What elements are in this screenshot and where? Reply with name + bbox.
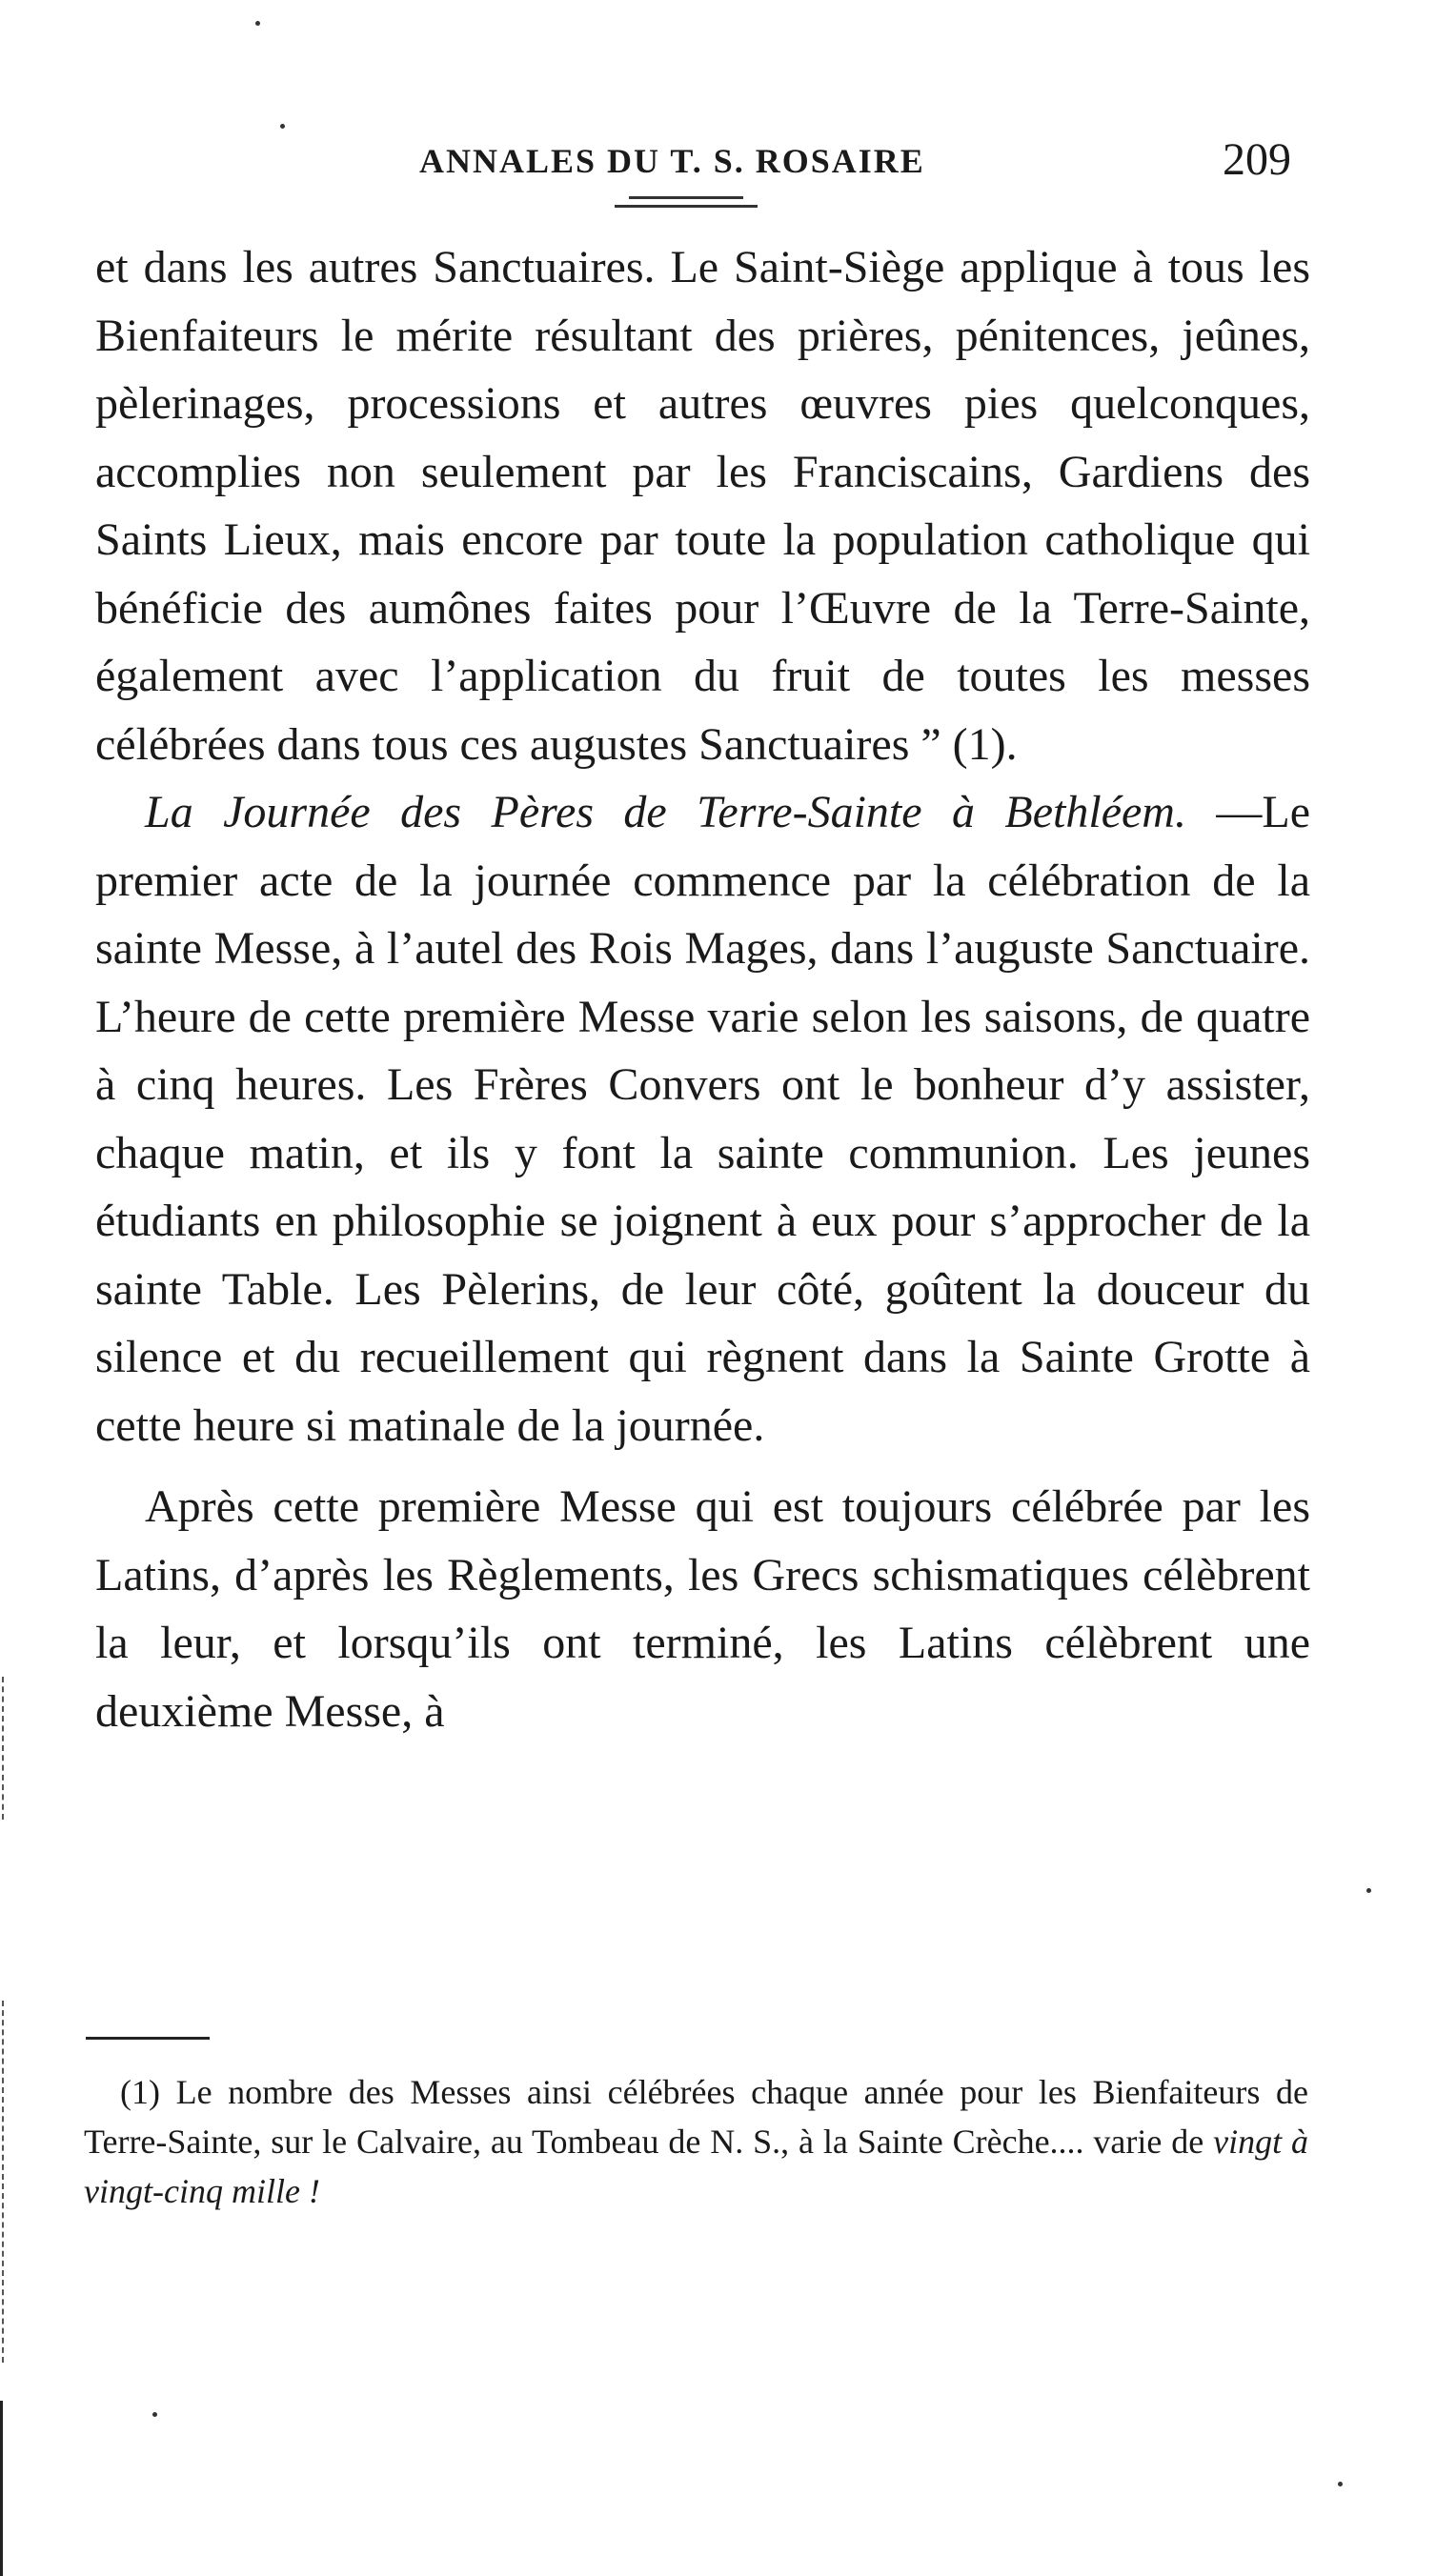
paragraph-3: Après cette première Messe qui est toujours célébrée par les Latins, d’après les Règlements, les Grecs schismatiques célèbrent la leur, et lorsqu’ils ont terminé, les Latins célèbrent une deuxième Messe, à xyxy=(95,1481,1310,1737)
footnote-text: (1) Le nombre des Messes ainsi célébrées chaque année pour les Bienfaiteurs de Terre-Sainte, sur le Calvaire, au Tombeau de N. S., à la Sainte Crèche.... varie de xyxy=(84,2073,1308,2161)
top-margin-speck xyxy=(255,21,260,26)
left-edge-dashes-2 xyxy=(2,2001,4,2363)
page-number: 209 xyxy=(1223,134,1291,185)
left-edge-rule xyxy=(0,2401,3,2576)
body-text xyxy=(95,233,1310,1745)
section-heading: La Journée des Pères de Terre-Sainte à Bethléem. xyxy=(145,787,1186,837)
footnote xyxy=(84,2067,1308,2216)
paragraph-2-text: —Le premier acte de la journée commence par la célébration de la sainte Messe, à l’autel des Rois Mages, dans l’auguste Sanctuaire. L’heure de cette première Messe varie selon les saisons, de quatre à cinq heures. Les Frères Convers ont le bonheur d’y assister, chaque matin, et ils y font la sainte communion. Les jeunes étudiants en philosophie se joignent à eux pour s’approcher de la sainte Table. Les Pèlerins, de leur côté, goûtent la douceur du silence et du recueillement qui règnent dans la Sainte Grotte à cette heure si matinale de la journée. xyxy=(95,787,1311,1451)
right-margin-speck xyxy=(1366,1888,1371,1893)
paragraph-2 xyxy=(95,778,1310,1459)
bottom-margin-speck xyxy=(152,2412,157,2417)
header-ornament xyxy=(610,196,762,225)
footnote-italic: vingt à vingt-cinq mille ! xyxy=(84,2123,1309,2210)
footnote-paragraph xyxy=(84,2067,1308,2216)
left-edge-dashes xyxy=(2,1677,4,1820)
footnote-rule xyxy=(86,2037,210,2040)
running-title: ANNALES DU T. S. ROSAIRE xyxy=(419,142,925,180)
paragraph-1: et dans les autres Sanctuaires. Le Saint-Siège applique à tous les Bienfaiteurs le mérite résultant des prières, pénitences, jeûnes, pèlerinages, processions et autres œuvres pies quelconques, accomplies non seulement par les Franciscains, Gardiens des Saints Lieux, mais encore par toute la population catholique qui bénéficie des aumônes faites pour l’Œuvre de la Terre-Sainte, également avec l’application du fruit de toutes les messes célébrées dans tous ces augustes Sanctuaires ” (1). xyxy=(95,242,1310,770)
top-margin-speck-2 xyxy=(280,124,285,129)
bottom-margin-speck-2 xyxy=(1338,2482,1343,2486)
running-header xyxy=(0,133,1436,200)
